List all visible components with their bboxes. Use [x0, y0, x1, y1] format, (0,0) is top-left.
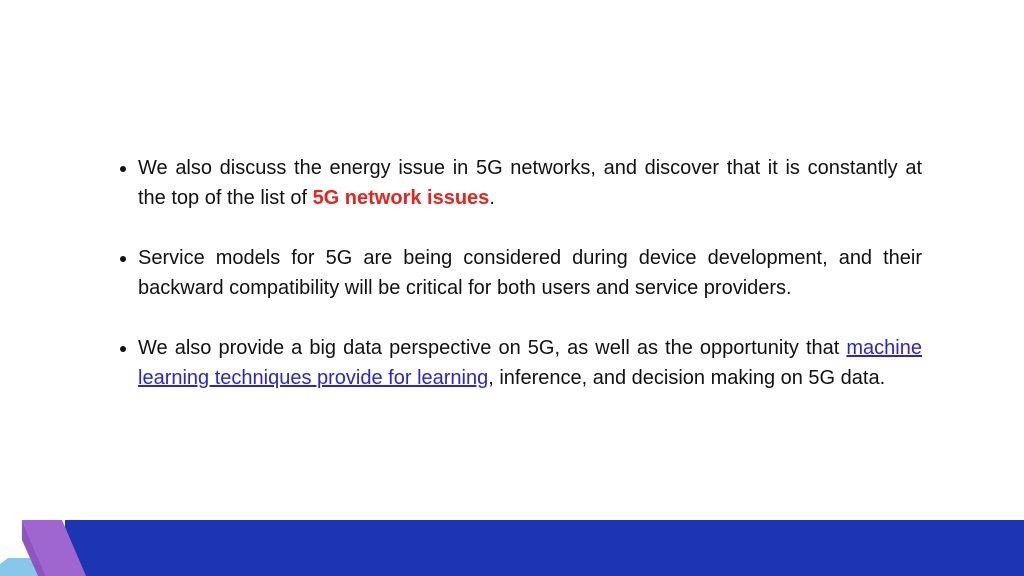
machine-learning-link[interactable]: machine learning techniques provide for learning: [138, 337, 922, 389]
bullet-dot-icon: [120, 256, 126, 262]
bullet-dot-icon: [120, 166, 126, 172]
bullet-dot-icon: [120, 346, 126, 352]
highlight-5g-network-issues: 5G network issues: [312, 187, 490, 209]
bullet-item-service-models: [116, 243, 922, 303]
bullet-text-end: .: [489, 187, 495, 209]
bullet-item-energy: [116, 153, 922, 213]
bullet-text-end: , inference, and decision making on 5G data.: [488, 367, 886, 389]
footer-bar: [65, 520, 1024, 576]
bullet-item-big-data: [116, 333, 922, 393]
bullet-text: We also provide a big data perspective on 5G, as well as the opportunity that: [138, 337, 847, 359]
bullet-text: Service models for 5G are being considered during device development, and their backward compatibility will be critical for both users and service providers.: [138, 247, 922, 299]
bullet-text: We also discuss the energy issue in 5G networks, and discover that it is constantly at the top of the list of: [138, 157, 922, 209]
footer-decoration: [0, 520, 1024, 576]
bullet-list: [116, 153, 922, 393]
